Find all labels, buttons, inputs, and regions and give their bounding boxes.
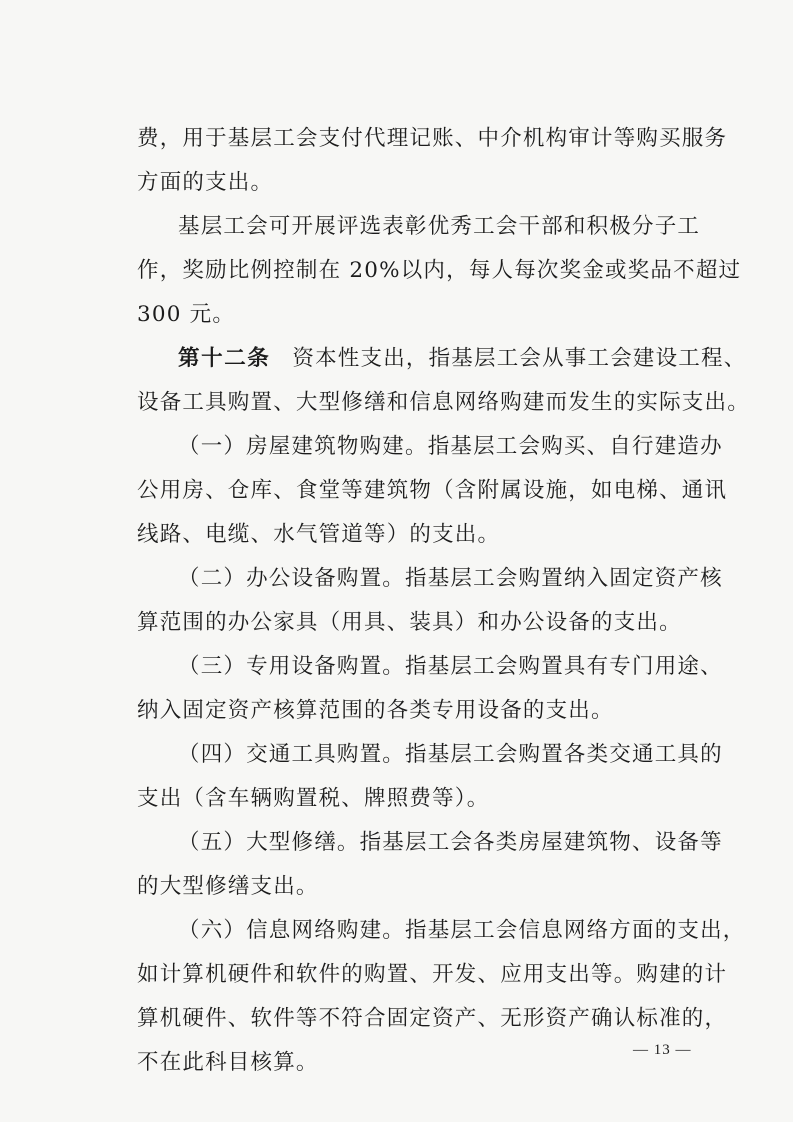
text-line: 基层工会可开展评选表彰优秀工会干部和积极分子工	[178, 214, 701, 239]
text-line: 的大型修缮支出。	[137, 874, 319, 899]
text-line: 纳入固定资产核算范围的各类专用设备的支出。	[137, 698, 614, 723]
text-line: （二）办公设备购置。指基层工会购置纳入固定资产核	[178, 566, 723, 591]
text-line: 如计算机硬件和软件的购置、开发、应用支出等。购建的计	[137, 962, 728, 987]
article-text: 资本性支出，指基层工会从事工会建设工程、	[292, 346, 747, 371]
page-number: — 13 —	[633, 1042, 692, 1058]
article-line	[178, 344, 747, 374]
text-line: （四）交通工具购置。指基层工会购置各类交通工具的	[178, 742, 723, 767]
article-heading: 第十二条	[178, 346, 271, 371]
text-line: 算机硬件、软件等不符合固定资产、无形资产确认标准的，	[137, 1006, 728, 1031]
text-line: （六）信息网络购建。指基层工会信息网络方面的支出，	[178, 918, 746, 943]
text-line: 作，奖励比例控制在 20%以内，每人每次奖金或奖品不超过	[137, 258, 742, 283]
text-line: （五）大型修缮。指基层工会各类房屋建筑物、设备等	[178, 830, 723, 855]
text-line: 费，用于基层工会支付代理记账、中介机构审计等购买服务	[137, 126, 728, 151]
text-line: 300 元。	[137, 302, 236, 327]
text-line: （三）专用设备购置。指基层工会购置具有专门用途、	[178, 654, 723, 679]
text-line: 公用房、仓库、食堂等建筑物（含附属设施，如电梯、通讯	[137, 478, 728, 503]
text-line: 方面的支出。	[137, 170, 274, 195]
text-line: 线路、电缆、水气管道等）的支出。	[137, 522, 501, 547]
text-line: （一）房屋建筑物购建。指基层工会购买、自行建造办	[178, 434, 723, 459]
text-line: 算范围的办公家具（用具、装具）和办公设备的支出。	[137, 610, 682, 635]
text-line: 不在此科目核算。	[137, 1050, 319, 1075]
text-line: 支出（含车辆购置税、牌照费等）。	[137, 786, 490, 811]
text-line: 设备工具购置、大型修缮和信息网络购建而发生的实际支出。	[137, 390, 750, 415]
